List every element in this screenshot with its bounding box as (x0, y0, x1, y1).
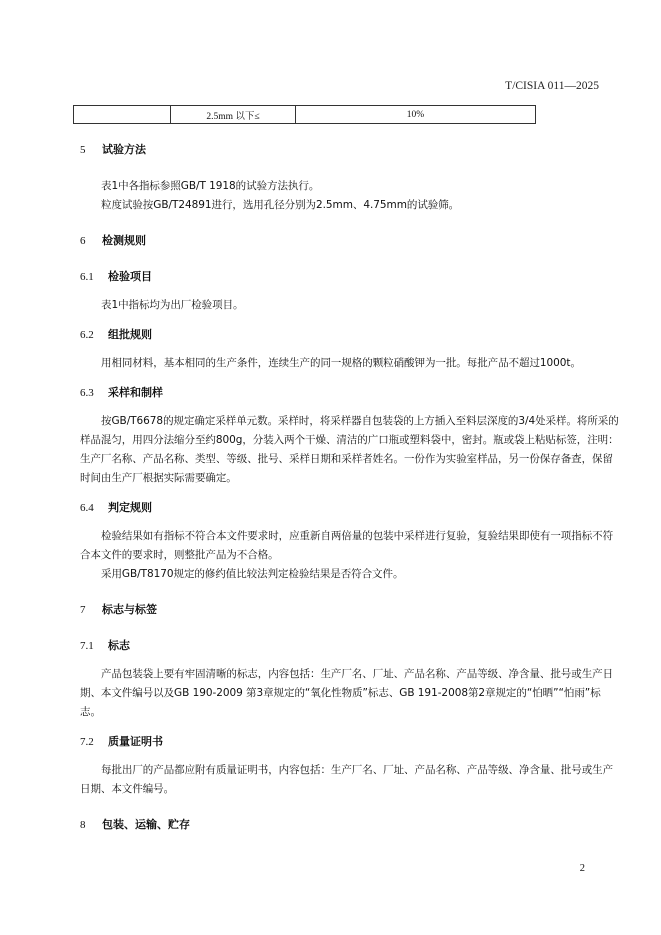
section-number: 7 (80, 604, 86, 616)
subsection-number: 6.3 (80, 387, 94, 399)
subsection-heading (80, 733, 620, 749)
subsection-heading (80, 326, 620, 342)
subsection-heading (80, 384, 620, 400)
subsection-title: 判定规则 (108, 501, 152, 514)
subsection-number: 6.1 (80, 271, 94, 283)
section-heading (80, 601, 620, 617)
paragraph: 产品包装袋上要有牢固清晰的标志，内容包括：生产厂名、厂址、产品名称、产品等级、净含量、批号或生产日期、本文件编号以及GB 190-2009 第3章规定的“氧化性物质”标志、GB 191-2008第2章规定的“怕晒”“怕雨”标志。 (80, 668, 614, 718)
paragraph: 采用GB/T8170规定的修约值比较法判定检验结果是否符合文件。 (101, 568, 404, 580)
section-title: 检测规则 (102, 234, 146, 247)
paragraph: 检验结果如有指标不符合本文件要求时，应重新自两倍量的包装中采样进行复验，复验结果即使有一项指标不符合本文件的要求时，则整批产品为不合格。 (80, 530, 614, 561)
document-body (80, 141, 620, 852)
subsection-number: 6.2 (80, 329, 94, 341)
section-number: 6 (80, 235, 86, 247)
paragraph: 表1中各指标参照GB/T 1918的试验方法执行。 (101, 180, 320, 192)
section-heading (80, 816, 620, 832)
subsection-number: 6.4 (80, 502, 94, 514)
spec-table (73, 105, 536, 124)
section-title: 包装、运输、贮存 (102, 818, 190, 831)
paragraph: 用相同材料，基本相同的生产条件，连续生产的同一规格的颗粒硝酸钾为一批。每批产品不超过1000t。 (101, 357, 581, 369)
paragraph: 按GB/T6678的规定确定采样单元数。采样时，将采样器自包装袋的上方插入至料层深度的3/4处采样。将所采的样品混匀，用四分法缩分至约800g，分装入两个干燥、清洁的广口瓶或塑料袋中，密封。瓶或袋上粘贴标签，注明：生产厂名称、产品名称、类型、等级、批号、采样日期和采样者姓名。一份作为实验室样品，另一份保存备查，保留时间由生产厂根据实际需要确定。 (80, 415, 619, 484)
subsection-number: 7.1 (80, 640, 94, 652)
paragraph: 粒度试验按GB/T24891进行，选用孔径分别为2.5mm、4.75mm的试验筛。 (101, 199, 460, 211)
section-number: 5 (80, 144, 86, 156)
subsection-title: 标志 (108, 639, 130, 652)
page-number: 2 (579, 863, 585, 874)
paragraph: 每批出厂的产品都应附有质量证明书，内容包括：生产厂名、厂址、产品名称、产品等级、净含量、批号或生产日期、本文件编号。 (80, 764, 614, 795)
section-title: 试验方法 (102, 143, 146, 156)
table-cell (74, 106, 171, 124)
section-heading (80, 141, 620, 157)
table-cell: 2.5mm 以下≤ (171, 106, 296, 124)
section-title: 标志与标签 (102, 603, 157, 616)
subsection-number: 7.2 (80, 736, 94, 748)
section-heading (80, 232, 620, 248)
subsection-title: 采样和制样 (108, 386, 163, 399)
subsection-heading (80, 268, 620, 284)
subsection-heading (80, 499, 620, 515)
section-number: 8 (80, 819, 86, 831)
subsection-title: 检验项目 (108, 270, 152, 283)
paragraph: 表1中指标均为出厂检验项目。 (101, 299, 244, 311)
subsection-title: 组批规则 (108, 328, 152, 341)
table-cell: 10% (296, 106, 536, 124)
subsection-heading (80, 637, 620, 653)
table-row (74, 106, 536, 124)
subsection-title: 质量证明书 (108, 735, 163, 748)
standard-code: T/CISIA 011—2025 (505, 80, 599, 92)
